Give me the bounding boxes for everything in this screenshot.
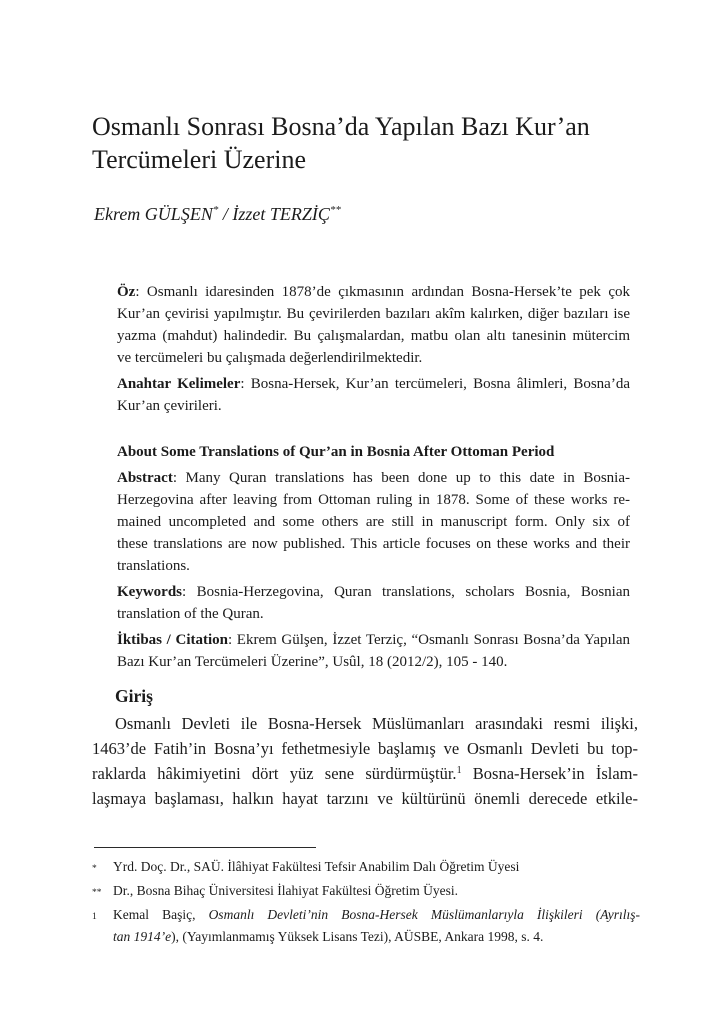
text-segment: Abstract bbox=[117, 470, 173, 486]
text-segment: laşmaya başlaması, halkın hayat tarzını ve kültürünü önemli derecede etkile- bbox=[92, 789, 638, 808]
author-2-footnote-marker: ** bbox=[329, 204, 341, 216]
text-segment: Osmanlı Devleti’nin Bosna-Hersek Müslümanlarıyla İlişkileri (Ayrılış- bbox=[208, 907, 641, 922]
footnote-text bbox=[113, 904, 640, 948]
text-segment: Bosna-Hersek’in İslam- bbox=[461, 764, 638, 783]
text-segment: : Bosnia-Herzegovina, Quran translations, scholars Bosnia, Bosnian bbox=[182, 584, 630, 600]
text-segment: ve tercümeleri bu çalışmada değerlendirilmektedir. bbox=[117, 350, 423, 366]
keywords-english-paragraph bbox=[117, 581, 630, 625]
footnote-text bbox=[113, 856, 640, 878]
footnote-author-2 bbox=[92, 880, 640, 904]
text-segment: İktibas / Citation bbox=[117, 632, 228, 648]
text-segment: : Bosna-Hersek, Kur’an tercümeleri, Bosna âlimleri, Bosna’da bbox=[240, 376, 630, 392]
text-segment: Keywords bbox=[117, 584, 182, 600]
author-1-footnote-marker: * bbox=[212, 204, 219, 216]
introduction-heading: Giriş bbox=[115, 686, 153, 706]
footnote-separator-rule bbox=[94, 847, 316, 848]
text-segment: ), (Yayımlanmamış Yüksek Lisans Tezi), AÜSBE, Ankara 1998, s. 4. bbox=[171, 929, 544, 944]
footnote-author-1 bbox=[92, 856, 640, 880]
text-segment: Kur’an çevirileri. bbox=[117, 398, 222, 414]
text-segment: 1463’de Fatih’in Bosna’yı fethetmesiyle başlamış ve Osmanlı Devleti bu top- bbox=[92, 739, 638, 758]
text-line bbox=[92, 761, 638, 786]
abstract-english-heading: About Some Translations of Qur’an in Bosnia After Ottoman Period bbox=[117, 444, 555, 460]
text-segment: : Osmanlı idaresinden 1878’de çıkmasının ardından Bosna-Hersek’te pek çok bbox=[135, 284, 630, 300]
text-line bbox=[117, 651, 630, 673]
text-line bbox=[113, 880, 640, 902]
text-segment: : Many Quran translations has been done up to this date in Bosnia- bbox=[172, 470, 630, 486]
author-2-name: İzzet TERZİÇ bbox=[232, 204, 330, 224]
footnote-reference-1 bbox=[92, 904, 640, 948]
text-segment: translations. bbox=[117, 558, 190, 574]
text-line bbox=[117, 467, 630, 489]
text-line bbox=[117, 581, 630, 603]
text-line bbox=[117, 303, 630, 325]
text-segment: raklarda hâkimiyetini dört yüz sene sürdürmüştür. bbox=[92, 764, 457, 783]
text-segment: mained uncompleted and some others are still in manuscript form. Only six of bbox=[117, 514, 630, 530]
text-segment: Kur’an çevirisi yapılmıştır. Bu çevirilerden bazıları akîm kalırken, diğer bazıları ise bbox=[117, 306, 630, 322]
text-segment: Dr., Bosna Bihaç Üniversitesi İlahiyat Fakültesi Öğretim Üyesi. bbox=[113, 883, 458, 898]
text-segment: tan 1914’e bbox=[113, 929, 172, 944]
text-line bbox=[92, 786, 638, 811]
text-line bbox=[117, 347, 630, 369]
authors-line bbox=[94, 202, 341, 226]
text-line bbox=[117, 281, 630, 303]
text-segment: Anahtar Kelimeler bbox=[117, 376, 241, 392]
text-segment: : Ekrem Gülşen, İzzet Terziç, “Osmanlı Sonrası Bosna’da Yapılan bbox=[227, 632, 630, 648]
text-line bbox=[113, 856, 640, 878]
abstract-english-paragraph bbox=[117, 467, 630, 577]
citation-paragraph bbox=[117, 629, 630, 673]
footnote-marker: 1 bbox=[92, 912, 97, 922]
footnote-ref: 1 bbox=[456, 765, 462, 776]
author-1-name: Ekrem GÜLŞEN bbox=[94, 204, 213, 224]
introduction-paragraph bbox=[92, 711, 638, 811]
text-segment: these translations are now published. This article focuses on these works and their bbox=[117, 536, 630, 552]
abstract-turkish-paragraph bbox=[117, 281, 630, 369]
text-segment: Yrd. Doç. Dr., SAÜ. İlâhiyat Fakültesi Tefsir Anabilim Dalı Öğretim Üyesi bbox=[113, 859, 520, 874]
text-line bbox=[113, 904, 640, 926]
text-line bbox=[92, 711, 638, 736]
text-line bbox=[117, 373, 630, 395]
footnote-text bbox=[113, 880, 640, 902]
article-title bbox=[92, 110, 652, 176]
text-line bbox=[117, 629, 630, 651]
text-line bbox=[92, 736, 638, 761]
text-line bbox=[117, 395, 630, 417]
text-line bbox=[117, 555, 630, 577]
text-segment: Herzegovina after leaving from Ottoman ruling in 1878. Some of these works re- bbox=[117, 492, 630, 508]
text-line bbox=[92, 143, 652, 176]
abstract-block bbox=[117, 281, 630, 677]
text-segment: Kemal Başiç, bbox=[113, 907, 209, 922]
authors-separator: / bbox=[218, 204, 233, 224]
text-line bbox=[117, 603, 630, 625]
text-segment: translation of the Quran. bbox=[117, 606, 264, 622]
text-segment: Osmanlı Sonrası Bosna’da Yapılan Bazı Kur’an bbox=[92, 112, 590, 141]
text-segment: Bazı Kur’an Tercümeleri Üzerine”, Usûl, 18 (2012/2), 105 - 140. bbox=[117, 654, 508, 670]
text-line bbox=[92, 110, 652, 143]
footnote-marker: * bbox=[92, 864, 97, 874]
footnotes-section bbox=[92, 847, 640, 948]
text-line bbox=[117, 489, 630, 511]
text-line bbox=[117, 325, 630, 347]
keywords-turkish-paragraph bbox=[117, 373, 630, 417]
text-segment: Tercümeleri Üzerine bbox=[92, 145, 306, 174]
text-line bbox=[117, 511, 630, 533]
text-line bbox=[113, 926, 640, 948]
text-line bbox=[117, 533, 630, 555]
text-segment: Osmanlı Devleti ile Bosna-Hersek Müslümanları arasındaki resmi ilişki, bbox=[115, 714, 638, 733]
text-segment: Öz bbox=[117, 284, 136, 300]
footnote-marker: ** bbox=[92, 888, 102, 898]
text-segment: yazma (mahdut) halindedir. Bu çalışmalardan, matbu olan altı tanesinin mütercim bbox=[117, 328, 630, 344]
